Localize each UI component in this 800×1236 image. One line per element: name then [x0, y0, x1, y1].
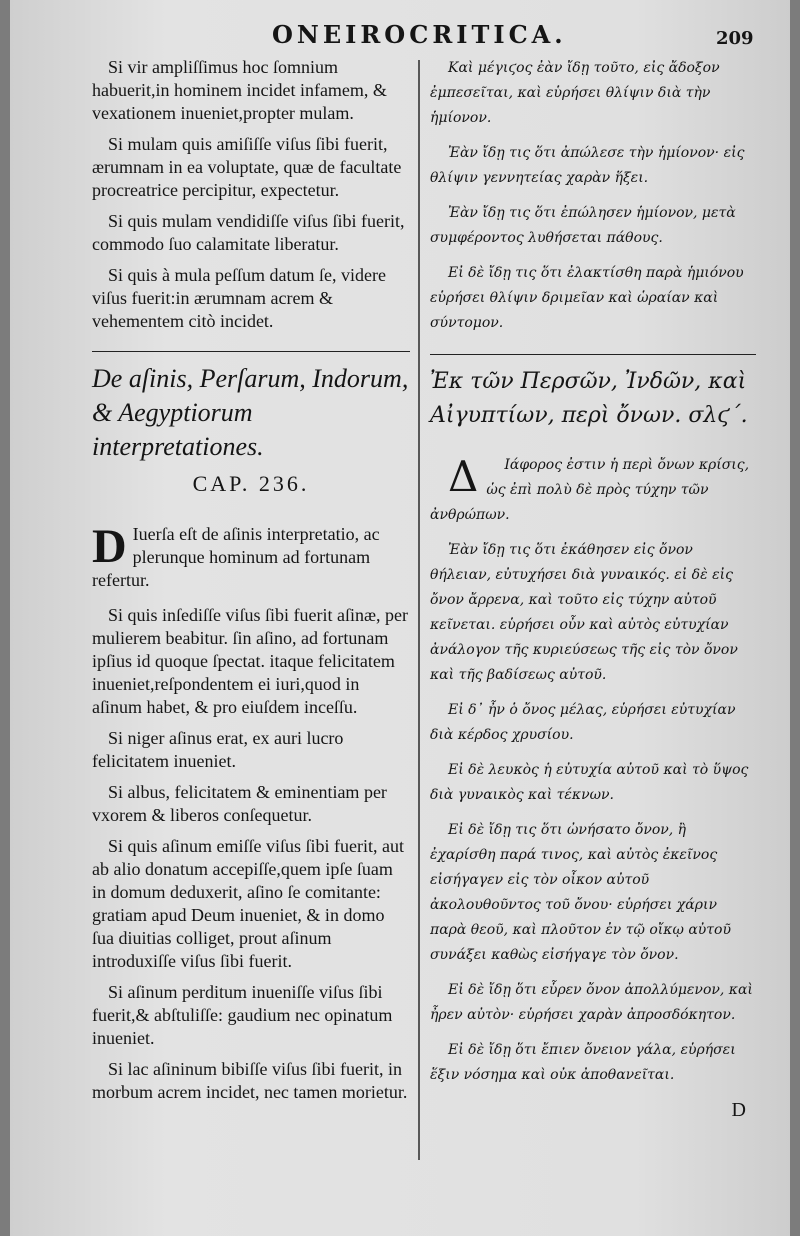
greek-paragraph: Ἐὰν ἴδῃ τις ὅτι ἐκάθησεν εἰς ὄνον θήλειαν, εὐτυχήσει διὰ γυναικός. εἰ δὲ εἰς ὄνον ἄρρενα, καὶ τοῦτο εἰς τύχην αὐτοῦ κεῖνεται. εὑρήσει οὖν καὶ αὐτὸς εὐτυχίαν ἀνάλογον τῆς κυριεύσεως τῆς εἰς τὸν ὄνον καὶ τῆς βαδίσεως αὐτοῦ. — [430, 542, 738, 683]
latin-opening-text: Iuerſa eſt de aſinis interpretatio, ac plerunque hominum ad fortunam refertur. — [92, 524, 380, 590]
book-page — [10, 0, 790, 1236]
latin-paragraph: Si quis aſinum emiſſe viſus ſibi fuerit, aut ab alio donatum accepiſſe,quem ipſe ſuam in domum deduxerit, aſino ſe comitante: gratiam apud Deum inueniet, & in domo ſua diuitias colliget, prout aſinum introduxiſſe viſus ſibi fuerit. — [92, 836, 404, 971]
greek-opening-paragraph — [430, 453, 756, 528]
greek-paragraph: Καὶ μέγιϛος ἐὰν ἴδῃ τοῦτο, εἰς ἄδοξον ἐμπεσεῖται, καὶ εὑρήσει θλίψιν διὰ τὴν ἡμίονον. — [430, 60, 720, 126]
latin-section-title: De aſinis, Perſarum, Indorum, & Aegyptiorum interpretationes. — [92, 364, 409, 461]
catchword: D — [731, 1099, 746, 1121]
chapter-number: CAP. 236. — [192, 471, 310, 496]
page-number: 209 — [716, 28, 754, 49]
column-divider — [418, 60, 420, 1160]
latin-column — [92, 56, 410, 1112]
running-title: ONEIROCRITICA. — [272, 20, 567, 49]
greek-paragraph: Εἰ δ᾽ ἦν ὁ ὄνος μέλας, εὑρήσει εὐτυχίαν διὰ κέρδος χρυσίου. — [430, 702, 736, 743]
latin-paragraph: Si quis inſediſſe viſus ſibi fuerit aſinæ, per mulierem beabitur. ſin aſino, ad fortunam ipſius id quoque ſpectat. itaque felicitatem inueniet,reſpondentem ei iuri,quod in aſinum habet, & pro eiuſdem inceſſu. — [92, 605, 408, 717]
section-rule — [92, 351, 410, 352]
drop-capital: D — [92, 520, 127, 573]
greek-paragraph: Εἰ δὲ ἴδῃ τις ὅτι ἐλακτίσθη παρὰ ἡμιόνου εὑρήσει θλίψιν δριμεῖαν καὶ ὡραίαν καὶ σύντομον. — [430, 265, 744, 331]
greek-paragraph: Εἰ δὲ ἴδῃ ὅτι ἔπιεν ὄνειον γάλα, εὑρήσει ἕξιν νόσημα καὶ οὐκ ἀποθανεῖται. — [430, 1042, 736, 1083]
latin-paragraph: Si vir ampliſſimus hoc ſomnium habuerit,in hominem incidet infamem, & vexationem inueniet,propter mulam. — [92, 57, 387, 123]
section-rule — [430, 354, 756, 355]
greek-paragraph: Ἐὰν ἴδῃ τις ὅτι ἐπώλησεν ἡμίονον, μετὰ συμφέροντος λυθήσεται πάθους. — [430, 205, 736, 246]
greek-column — [430, 56, 756, 1123]
latin-paragraph: Si albus, felicitatem & eminentiam per vxorem & liberos conſequetur. — [92, 782, 387, 825]
greek-section-title: Ἐκ τῶν Περσῶν, Ἰνδῶν, καὶ Αἰγυπτίων, περὶ ὄνων. σλϛ΄. — [430, 369, 748, 428]
latin-opening-paragraph — [92, 520, 410, 592]
latin-paragraph: Si quis mulam vendidiſſe viſus ſibi fuerit, commodo ſuo calamitate liberatur. — [92, 211, 405, 254]
greek-opening-text: Ιάφορος ἐστιν ἡ περὶ ὄνων κρίσις, ὡς ἐπὶ πολὺ δὲ πρὸς τύχην τῶν ἀνθρώπων. — [430, 457, 750, 523]
latin-paragraph: Si lac aſininum bibiſſe viſus ſibi fuerit, in morbum acrem incidet, nec tamen morietur. — [92, 1059, 408, 1102]
latin-paragraph: Si quis à mula peſſum datum ſe, videre viſus fuerit:in ærumnam acrem & vehementem citò incidet. — [92, 265, 386, 331]
latin-paragraph: Si aſinum perditum inueniſſe viſus ſibi fuerit,& abſtuliſſe: gaudium nec opinatum inueniet. — [92, 982, 393, 1048]
page-header — [10, 14, 790, 54]
greek-paragraph: Εἰ δὲ ἴδῃ τις ὅτι ὠνήσατο ὄνον, ἢ ἐχαρίσθη παρά τινος, καὶ αὐτὸς ἐκεῖνος εἰσήγαγεν εἰς τὸν οἶκον αὐτοῦ ἀκολουθοῦντος τοῦ ὄνου· εὑρήσει χάριν παρὰ θεοῦ, καὶ πλοῦτον ἐν τῷ οἴκῳ αὐτοῦ συνάξει καθὼς εἰσήγαγε τὸν ὄνον. — [430, 822, 731, 963]
greek-paragraph: Εἰ δὲ λευκὸς ἡ εὐτυχία αὐτοῦ καὶ τὸ ὕψος διὰ γυναικὸς καὶ τέκνων. — [430, 762, 749, 803]
drop-capital: Δ — [448, 452, 479, 501]
greek-paragraph: Ἐὰν ἴδῃ τις ὅτι ἀπώλεσε τὴν ἡμίονον· εἰς θλίψιν γεννητείας χαρὰν ἥξει. — [430, 145, 745, 186]
greek-paragraph: Εἰ δὲ ἴδῃ ὅτι εὗρεν ὄνον ἀπολλύμενον, καὶ ἦρεν αὐτὸν· εὑρήσει χαρὰν ἀπροσδόκητον. — [430, 982, 753, 1023]
latin-paragraph: Si niger aſinus erat, ex auri lucro felicitatem inueniet. — [92, 728, 344, 771]
latin-paragraph: Si mulam quis amiſiſſe viſus ſibi fuerit, ærumnam in ea voluptate, quæ de facultate procreatrice percipitur, expectetur. — [92, 134, 402, 200]
